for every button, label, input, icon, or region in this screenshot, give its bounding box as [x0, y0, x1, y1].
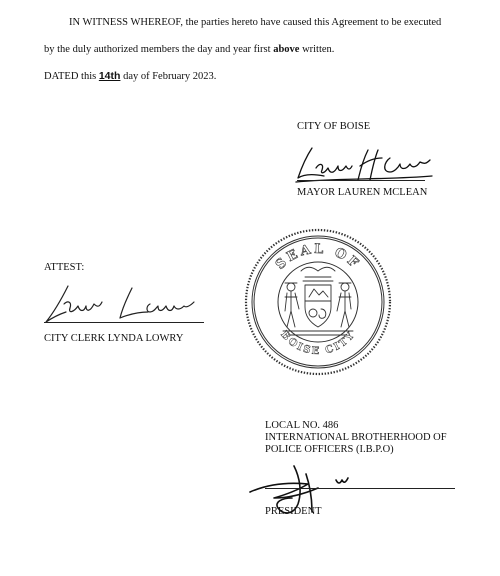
union-local: LOCAL NO. 486	[265, 420, 339, 431]
seal-emblem	[283, 267, 353, 335]
attest-label: ATTEST:	[44, 262, 85, 273]
witness-line-2-end: written.	[299, 44, 335, 55]
mayor-signature-line	[297, 180, 425, 181]
union-abbrev: POLICE OFFICERS (I.B.P.O)	[265, 444, 394, 455]
dated-line	[44, 70, 216, 82]
witness-line-2-start: by the duly authorized members the day and year first	[44, 44, 274, 55]
seal-bottom-text: BOISE CITY	[278, 329, 358, 358]
clerk-signature-line	[44, 322, 204, 323]
dated-day: 14th	[98, 70, 121, 82]
dated-prefix: DATED this	[44, 71, 99, 82]
seal-top-text: SEAL OF	[273, 241, 363, 273]
clerk-name: CITY CLERK LYNDA LOWRY	[44, 333, 184, 344]
city-seal	[243, 227, 393, 377]
dated-suffix: day of February 2023.	[120, 71, 217, 82]
witness-line-2	[44, 44, 334, 55]
union-name: INTERNATIONAL BROTHERHOOD OF	[265, 432, 447, 443]
president-title: PRESIDENT	[265, 506, 322, 517]
clerk-signature	[40, 282, 210, 326]
witness-line-1: IN WITNESS WHEREOF, the parties hereto have caused this Agreement to be executed	[69, 17, 442, 28]
witness-line-2-bold: above	[273, 44, 300, 55]
city-name: CITY OF BOISE	[297, 121, 371, 132]
mayor-name: MAYOR LAUREN MCLEAN	[297, 187, 428, 198]
president-signature-line	[265, 488, 455, 489]
